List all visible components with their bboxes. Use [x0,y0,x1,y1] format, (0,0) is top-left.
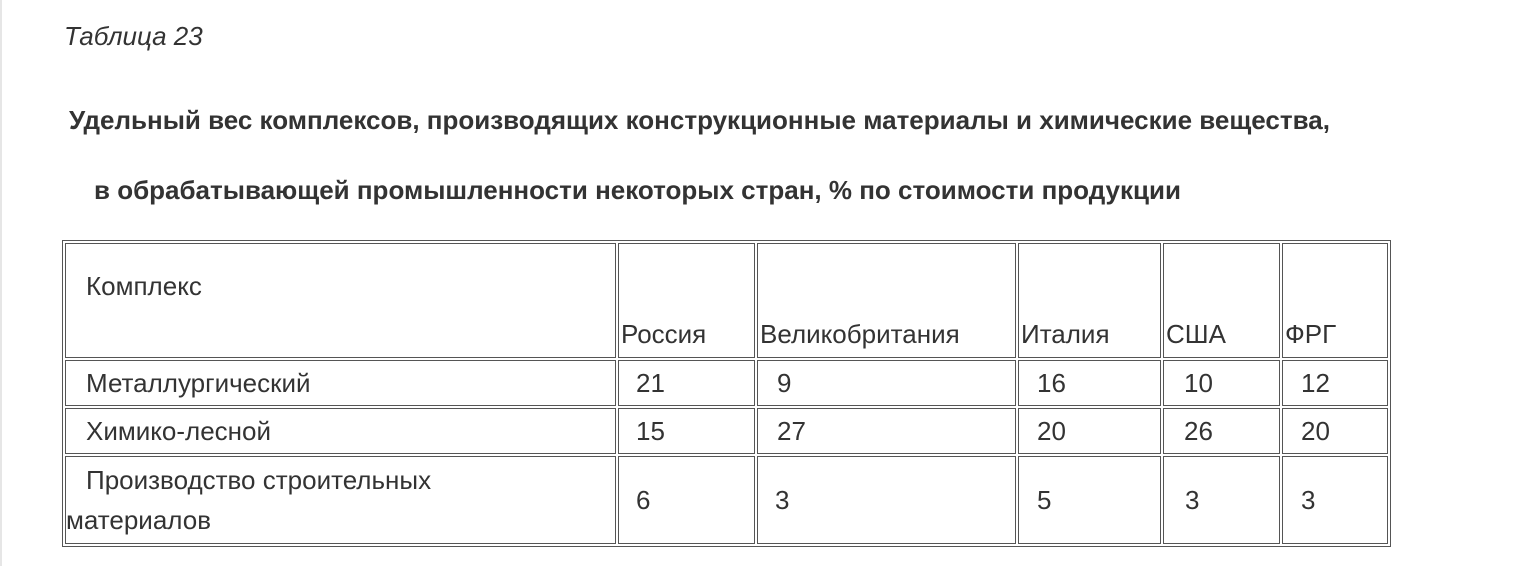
table-caption: Таблица 23 [64,21,203,51]
cell-value: 10 [1163,360,1280,406]
cell-value: 15 [618,408,755,454]
left-border [0,0,2,566]
header-great-britain: Великобритания [757,243,1016,358]
row-label: Металлургический [65,360,616,406]
cell-value: 3 [1282,456,1388,544]
row-label: Химико-лесной [65,408,616,454]
data-table [62,240,1391,547]
cell-value: 27 [757,408,1016,454]
header-frg: ФРГ [1282,243,1388,358]
cell-value: 12 [1282,360,1388,406]
header-russia: Россия [618,243,755,358]
table-title-line-2: в обрабатывающей промышленности некоторых стран, % по стоимости продукции [94,175,1181,205]
table-row [65,408,1388,454]
header-usa: США [1163,243,1280,358]
cell-value: 9 [757,360,1016,406]
cell-value: 6 [618,456,755,544]
row-label [65,456,616,544]
table-row [65,456,1388,544]
cell-value: 20 [1018,408,1161,454]
row-label-line-2: материалов [66,505,212,535]
cell-value: 3 [1163,456,1280,544]
header-complex: Комплекс [65,243,616,358]
cell-value: 16 [1018,360,1161,406]
cell-value: 26 [1163,408,1280,454]
cell-value: 3 [757,456,1016,544]
cell-value: 21 [618,360,755,406]
table-title-line-1: Удельный вес комплексов, производящих конструкционные материалы и химические вещества, [69,105,1330,135]
table-row [65,360,1388,406]
header-italy: Италия [1018,243,1161,358]
cell-value: 5 [1018,456,1161,544]
row-label-line-1: Производство строительных [86,465,432,495]
cell-value: 20 [1282,408,1388,454]
table-header-row [65,243,1388,358]
